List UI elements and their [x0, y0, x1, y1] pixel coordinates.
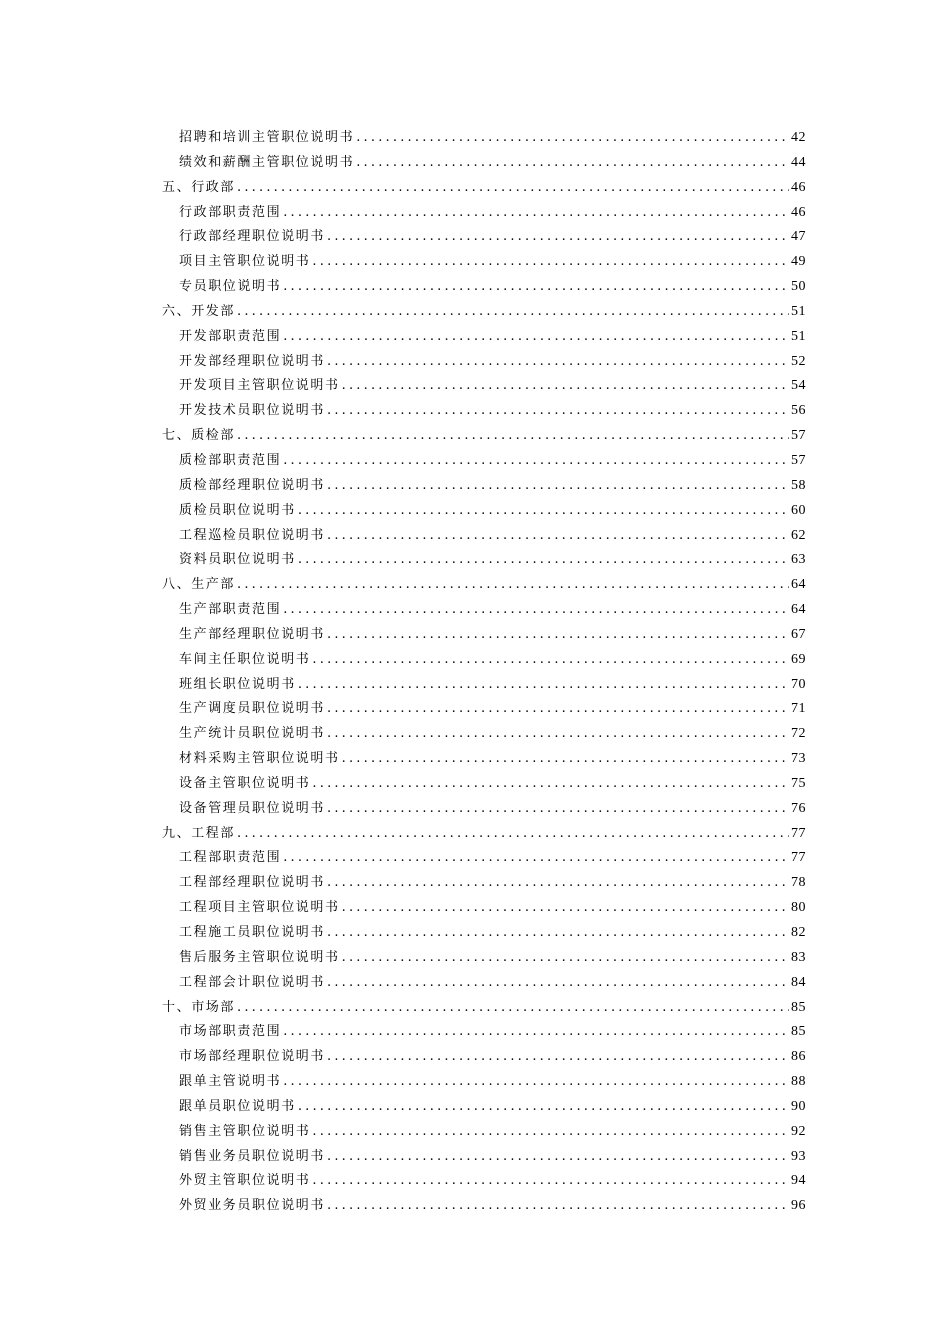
- toc-entry-title: 专员职位说明书: [179, 279, 282, 295]
- toc-dot-leader: [237, 826, 789, 841]
- toc-page-number: 76: [791, 800, 806, 816]
- toc-page-number: 84: [791, 974, 806, 990]
- toc-dot-leader: [327, 403, 789, 418]
- toc-page-number: 46: [791, 204, 806, 220]
- toc-page-number: 62: [791, 527, 806, 543]
- toc-entry[interactable]: [162, 325, 806, 350]
- toc-entry-title: 设备管理员职位说明书: [179, 800, 326, 816]
- toc-entry[interactable]: [162, 1070, 806, 1095]
- toc-entry[interactable]: [162, 921, 806, 946]
- toc-entry-title: 销售业务员职位说明书: [179, 1148, 326, 1164]
- toc-page-number: 63: [791, 552, 806, 568]
- toc-dot-leader: [283, 205, 789, 220]
- toc-dot-leader: [237, 304, 789, 319]
- toc-entry[interactable]: [162, 747, 806, 772]
- toc-dot-leader: [342, 900, 789, 915]
- toc-dot-leader: [327, 701, 789, 716]
- toc-page-number: 46: [791, 179, 806, 195]
- toc-entry[interactable]: [162, 697, 806, 722]
- toc-entry-title: 设备主管职位说明书: [179, 775, 311, 791]
- toc-entry[interactable]: [162, 946, 806, 971]
- toc-page-number: 71: [791, 701, 806, 717]
- toc-entry-title: 七、质检部: [162, 428, 236, 444]
- toc-dot-leader: [356, 155, 789, 170]
- toc-dot-leader: [327, 1198, 789, 1213]
- toc-dot-leader: [312, 1173, 789, 1188]
- toc-section-entry[interactable]: [162, 300, 806, 325]
- toc-entry[interactable]: [162, 673, 806, 698]
- toc-page-number: 42: [791, 130, 806, 145]
- toc-dot-leader: [283, 1024, 789, 1039]
- toc-entry-title: 跟单员职位说明书: [179, 1098, 296, 1114]
- toc-entry-title: 车间主任职位说明书: [179, 651, 311, 667]
- toc-page-number: 64: [791, 577, 806, 593]
- toc-page-number: 69: [791, 651, 806, 667]
- toc-dot-leader: [237, 1000, 789, 1015]
- toc-entry[interactable]: [162, 126, 806, 151]
- toc-dot-leader: [356, 130, 789, 145]
- toc-page-number: 67: [791, 626, 806, 642]
- toc-dot-leader: [342, 378, 789, 393]
- toc-page-number: 58: [791, 477, 806, 493]
- toc-entry-title: 工程施工员职位说明书: [179, 925, 326, 940]
- toc-entry-title: 质检员职位说明书: [179, 502, 296, 518]
- toc-entry-title: 工程项目主管职位说明书: [179, 900, 340, 916]
- toc-page-number: 90: [791, 1098, 806, 1114]
- toc-page-number: 51: [791, 328, 806, 344]
- toc-entry[interactable]: [162, 971, 806, 996]
- toc-page-number: 57: [791, 452, 806, 468]
- toc-entry-title: 班组长职位说明书: [179, 676, 296, 692]
- toc-dot-leader: [327, 354, 789, 369]
- toc-entry-title: 开发部职责范围: [179, 328, 282, 344]
- toc-dot-leader: [312, 776, 789, 791]
- toc-entry[interactable]: [162, 1145, 806, 1170]
- toc-dot-leader: [312, 652, 789, 667]
- toc-entry[interactable]: [162, 1020, 806, 1045]
- toc-entry[interactable]: [162, 1095, 806, 1120]
- toc-entry[interactable]: [162, 896, 806, 921]
- toc-dot-leader: [298, 552, 789, 567]
- toc-dot-leader: [283, 279, 789, 294]
- toc-entry-title: 工程部会计职位说明书: [179, 974, 326, 990]
- toc-entry-title: 材料采购主管职位说明书: [179, 751, 340, 767]
- toc-dot-leader: [283, 329, 789, 344]
- toc-dot-leader: [342, 950, 789, 965]
- toc-page-number: 54: [791, 378, 806, 394]
- toc-page-number: 83: [791, 949, 806, 965]
- toc-dot-leader: [327, 801, 789, 816]
- toc-section-entry[interactable]: [162, 573, 806, 598]
- toc-entry[interactable]: [162, 772, 806, 797]
- toc-page-number: 85: [791, 1024, 806, 1040]
- toc-dot-leader: [327, 528, 789, 543]
- toc-dot-leader: [298, 503, 789, 518]
- toc-entry[interactable]: [162, 722, 806, 747]
- toc-dot-leader: [327, 478, 789, 493]
- toc-entry-title: 生产部职责范围: [179, 602, 282, 618]
- toc-entry[interactable]: [162, 275, 806, 300]
- toc-entry-title: 外贸业务员职位说明书: [179, 1198, 326, 1214]
- toc-dot-leader: [298, 1099, 789, 1114]
- toc-entry[interactable]: [162, 151, 806, 176]
- toc-dot-leader: [312, 254, 789, 269]
- toc-entry-title: 绩效和薪酬主管职位说明书: [179, 154, 355, 170]
- toc-page-number: 64: [791, 602, 806, 618]
- toc-page-number: 82: [791, 925, 806, 940]
- toc-entry-title: 质检部经理职位说明书: [179, 477, 326, 493]
- toc-entry-title: 项目主管职位说明书: [179, 254, 311, 270]
- toc-entry-title: 外贸主管职位说明书: [179, 1173, 311, 1189]
- toc-dot-leader: [283, 850, 789, 865]
- toc-page-number: 57: [791, 428, 806, 444]
- toc-page-number: 94: [791, 1173, 806, 1189]
- toc-dot-leader: [283, 453, 789, 468]
- toc-dot-leader: [237, 180, 789, 195]
- toc-entry-title: 开发部经理职位说明书: [179, 353, 326, 369]
- toc-entry-title: 跟单主管说明书: [179, 1074, 282, 1090]
- toc-section-entry[interactable]: [162, 176, 806, 201]
- toc-entry[interactable]: [162, 250, 806, 275]
- toc-dot-leader: [298, 677, 789, 692]
- toc-page-number: 85: [791, 999, 806, 1015]
- toc-page-number: 47: [791, 229, 806, 245]
- toc-entry[interactable]: [162, 846, 806, 871]
- toc-entry[interactable]: [162, 623, 806, 648]
- toc-dot-leader: [327, 975, 789, 990]
- toc-entry[interactable]: [162, 474, 806, 499]
- toc-dot-leader: [327, 726, 789, 741]
- toc-entry-title: 十、市场部: [162, 999, 236, 1015]
- toc-entry-title: 开发技术员职位说明书: [179, 403, 326, 419]
- toc-page-number: 77: [791, 825, 806, 841]
- toc-entry-title: 行政部经理职位说明书: [179, 229, 326, 245]
- toc-entry-title: 八、生产部: [162, 577, 236, 593]
- toc-page-number: 88: [791, 1074, 806, 1090]
- toc-entry[interactable]: [162, 1045, 806, 1070]
- toc-page-number: 80: [791, 900, 806, 916]
- toc-entry[interactable]: [162, 548, 806, 573]
- toc-page-number: 49: [791, 254, 806, 270]
- toc-page-number: 92: [791, 1123, 806, 1139]
- toc-entry-title: 开发项目主管职位说明书: [179, 378, 340, 394]
- toc-page-number: 44: [791, 154, 806, 170]
- toc-entry[interactable]: [162, 499, 806, 524]
- toc-entry[interactable]: [162, 350, 806, 375]
- toc-entry[interactable]: [162, 399, 806, 424]
- toc-entry-title: 市场部经理职位说明书: [179, 1049, 326, 1065]
- toc-entry-title: 生产统计员职位说明书: [179, 726, 326, 742]
- toc-page-number: 50: [791, 279, 806, 295]
- toc-page-number: 73: [791, 751, 806, 767]
- toc-entry-title: 生产调度员职位说明书: [179, 701, 326, 717]
- toc-dot-leader: [283, 602, 789, 617]
- toc-entry[interactable]: [162, 648, 806, 673]
- toc-page-number: 75: [791, 775, 806, 791]
- toc-dot-leader: [283, 1074, 789, 1089]
- toc-entry-title: 行政部职责范围: [179, 204, 282, 220]
- toc-entry[interactable]: [162, 449, 806, 474]
- toc-dot-leader: [237, 577, 789, 592]
- toc-dot-leader: [327, 229, 789, 244]
- toc-entry[interactable]: [162, 797, 806, 822]
- toc-page-number: 60: [791, 502, 806, 518]
- toc-section-entry[interactable]: [162, 424, 806, 449]
- toc-entry-title: 工程部职责范围: [179, 850, 282, 866]
- toc-page-number: 77: [791, 850, 806, 866]
- toc-dot-leader: [327, 875, 789, 890]
- toc-dot-leader: [327, 925, 789, 940]
- toc-dot-leader: [237, 428, 789, 443]
- toc-page-number: 56: [791, 403, 806, 419]
- toc-entry[interactable]: [162, 374, 806, 399]
- toc-section-entry[interactable]: [162, 996, 806, 1021]
- toc-entry-title: 资料员职位说明书: [179, 552, 296, 568]
- toc-entry-title: 生产部经理职位说明书: [179, 626, 326, 642]
- toc-entry-title: 质检部职责范围: [179, 452, 282, 468]
- toc-page-number: 72: [791, 726, 806, 742]
- toc-entry[interactable]: [162, 225, 806, 250]
- toc-entry[interactable]: [162, 524, 806, 549]
- toc-entry[interactable]: [162, 871, 806, 896]
- toc-entry[interactable]: [162, 598, 806, 623]
- table-of-contents: [162, 126, 806, 1219]
- toc-dot-leader: [327, 1049, 789, 1064]
- toc-entry-title: 工程巡检员职位说明书: [179, 527, 326, 543]
- toc-entry-title: 九、工程部: [162, 825, 236, 841]
- toc-entry-title: 售后服务主管职位说明书: [179, 949, 340, 965]
- toc-entry[interactable]: [162, 1169, 806, 1194]
- toc-dot-leader: [327, 1149, 789, 1164]
- toc-page-number: 96: [791, 1198, 806, 1214]
- toc-dot-leader: [342, 751, 789, 766]
- toc-page-number: 70: [791, 676, 806, 692]
- toc-entry[interactable]: [162, 1120, 806, 1145]
- toc-entry-title: 六、开发部: [162, 303, 236, 319]
- toc-page-number: 78: [791, 875, 806, 891]
- toc-page-number: 52: [791, 353, 806, 369]
- toc-entry-title: 工程部经理职位说明书: [179, 875, 326, 891]
- toc-entry[interactable]: [162, 1194, 806, 1219]
- toc-entry-title: 销售主管职位说明书: [179, 1123, 311, 1139]
- toc-page-number: 93: [791, 1148, 806, 1164]
- toc-entry-title: 招聘和培训主管职位说明书: [179, 130, 355, 145]
- toc-dot-leader: [312, 1124, 789, 1139]
- toc-dot-leader: [327, 627, 789, 642]
- toc-page-number: 51: [791, 303, 806, 319]
- toc-page-number: 86: [791, 1049, 806, 1065]
- toc-entry[interactable]: [162, 201, 806, 226]
- toc-entry-title: 市场部职责范围: [179, 1024, 282, 1040]
- toc-entry-title: 五、行政部: [162, 179, 236, 195]
- toc-section-entry[interactable]: [162, 822, 806, 847]
